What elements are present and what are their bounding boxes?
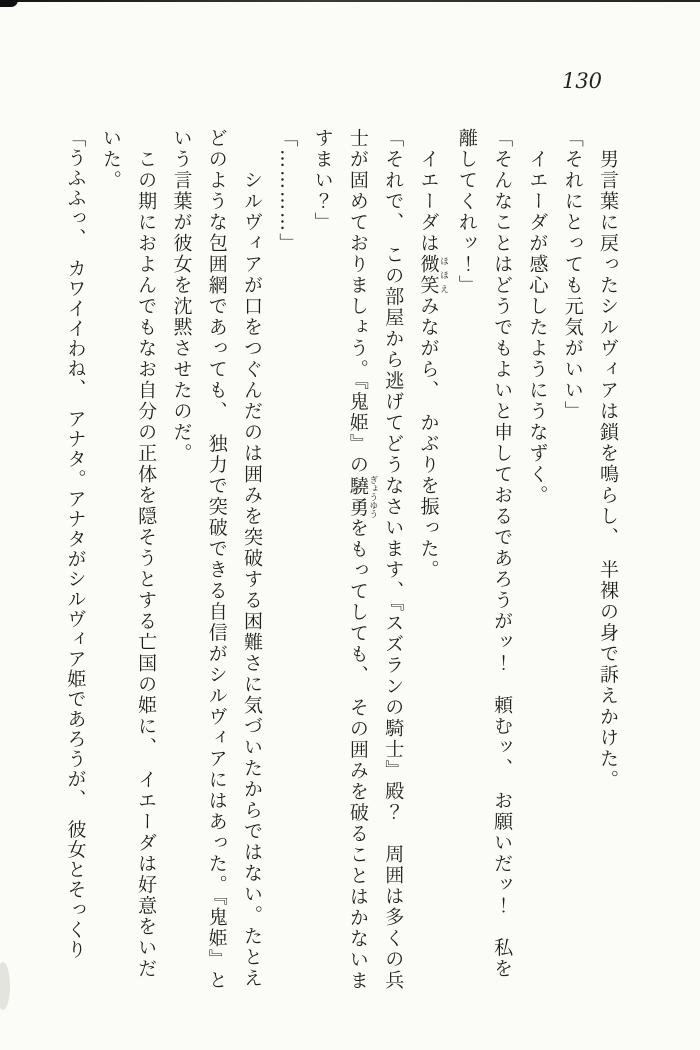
ruby-annotated-word: 驍勇 ぎょうゆう	[346, 475, 378, 518]
page-text	[57, 128, 625, 1000]
scan-artifact-top-edge	[0, 0, 700, 2]
scan-artifact-smudge	[0, 962, 10, 1010]
paragraph-1-narration: 男言葉に戻ったシルヴィアは鎖を鳴らし、 半裸の身で訴えかけた。	[597, 149, 619, 791]
paragraph-9-narration: この期におよんでもなお自分の正体を隠そうとする亡国の姫に、 イエーダは好意をいだいた。	[99, 128, 158, 980]
page-number: 130	[561, 69, 603, 93]
paragraph-10-dialogue: 「うふふっ、 カワイイわね、 アナタ。アナタがシルヴィア姫であろうが、 彼女とそっくり	[64, 128, 87, 960]
ruby-annotated-word: 微笑 ほほえ	[417, 254, 449, 296]
paragraph-8-narration: シルヴィアが口をつぐんだのは囲みを突破する困難さに気づいたからではない。たとえどのような包囲網であっても、 独力で突破できる自信がシルヴィアにはあった。『鬼姫』という言葉が彼女を沈黙させたのだ。	[170, 128, 264, 991]
paragraph-4-dialogue: 「そんなことはどうでもよいと申しておるであろうがッ！ 頼むッ、 お願いだッ！ 私を離してくれッ！」	[455, 128, 514, 980]
paragraph-2-dialogue: 「それにとっても元気がいい」	[561, 128, 584, 422]
paragraph-5-narration: イエーダは微笑 ほほえみながら、 かぶりを振った。	[417, 149, 449, 581]
paragraph-7-dialogue: 「…………」	[276, 128, 299, 254]
paragraph-6-dialogue: 「それで、 この部屋から逃げてどうなさいます、『スズランの騎士』殿？ 周囲は多くの兵士が固めておりましょう。『鬼姫』の驍勇 ぎょうゆうをもってしても、 その囲みを破ることはかないますまい？」	[311, 128, 405, 992]
paragraph-3-narration: イエーダが感心したようにうなずく。	[526, 149, 549, 506]
scan-artifact-corner-blob	[0, 0, 18, 7]
